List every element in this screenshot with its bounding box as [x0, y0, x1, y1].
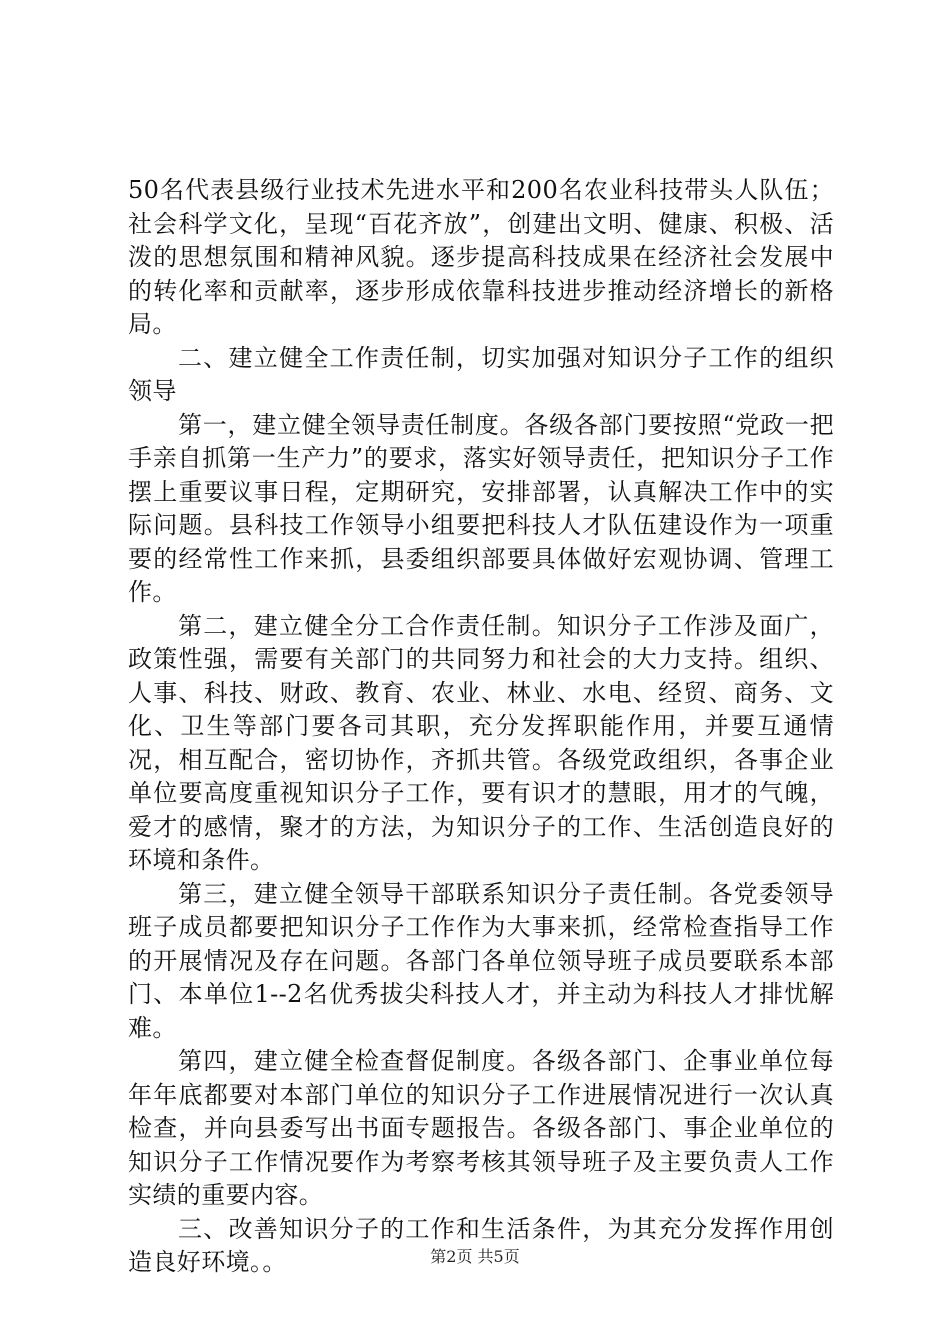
- paragraph-third: 第三，建立健全领导干部联系知识分子责任制。各党委领导班子成员都要把知识分子工作作为大事来抓，经常检查指导工作的开展情况及存在问题。各部门各单位领导班子成员要联系本部门、本单位1--2名优秀拔尖科技人才，并主动为科技人才排忧解难。: [128, 879, 834, 1042]
- page-number-footer: 第2页 共5页: [430, 1247, 520, 1266]
- section-heading-2: 二、建立健全工作责任制，切实加强对知识分子工作的组织领导: [128, 343, 834, 405]
- section-heading-3: 三、改善知识分子的工作和生活条件，为其充分发挥作用创造良好环境。。: [128, 1214, 834, 1276]
- paragraph-fourth: 第四，建立健全检查督促制度。各级各部门、企事业单位每年年底都要对本部门单位的知识分子工作进展情况进行一次认真检查，并向县委写出书面专题报告。各级各部门、事企业单位的知识分子工作情况要作为考察考核其领导班子及主要负责人工作实绩的重要内容。: [128, 1047, 834, 1209]
- document-body: [128, 174, 834, 1280]
- paragraph-second: 第二，建立健全分工合作责任制。知识分子工作涉及面广，政策性强，需要有关部门的共同努力和社会的大力支持。组织、人事、科技、财政、教育、农业、林业、水电、经贸、商务、文化、卫生等部门要各司其职，充分发挥职能作用，并要互通情况，相互配合，密切协作，齐抓共管。各级党政组织，各事企业单位要高度重视知识分子工作，要有识才的慧眼，用才的气魄，爱才的感情，聚才的方法，为知识分子的工作、生活创造良好的环境和条件。: [128, 611, 834, 874]
- paragraph-1: 50名代表县级行业技术先进水平和200名农业科技带头人队伍；社会科学文化，呈现“百花齐放”，创建出文明、健康、积极、活泼的思想氛围和精神风貌。逐步提高科技成果在经济社会发展中的转化率和贡献率，逐步形成依靠科技进步推动经济增长的新格局。: [128, 176, 834, 338]
- paragraph-first: 第一，建立健全领导责任制度。各级各部门要按照“党政一把手亲自抓第一生产力”的要求，落实好领导责任，把知识分子工作摆上重要议事日程，定期研究，安排部署，认真解决工作中的实际问题。县科技工作领导小组要把科技人才队伍建设作为一项重要的经常性工作来抓，县委组织部要具体做好宏观协调、管理工作。: [128, 410, 834, 606]
